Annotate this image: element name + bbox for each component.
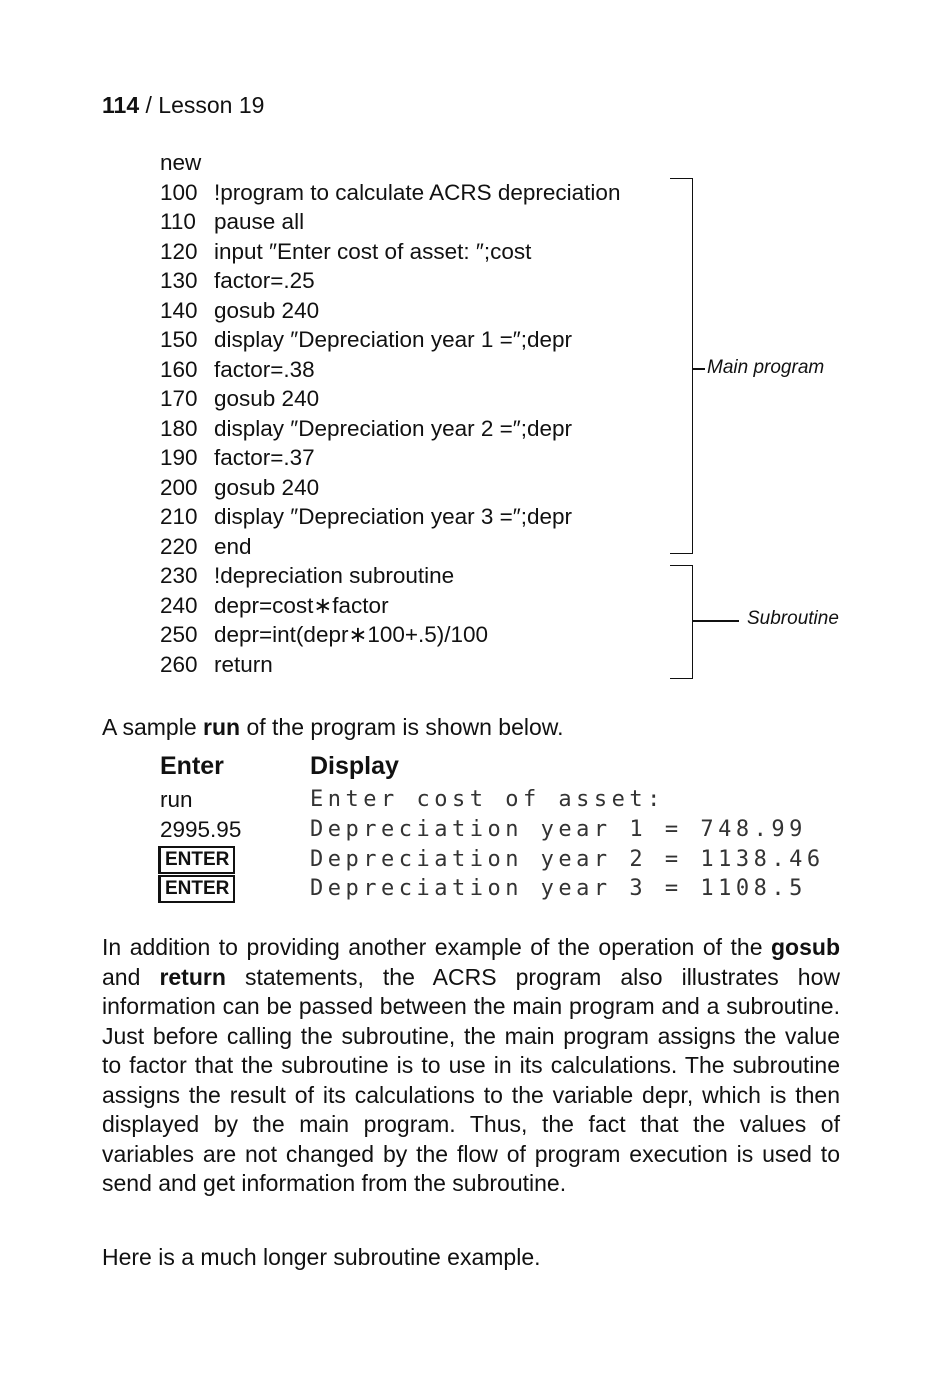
sample-display-output: Depreciation year 3 = 1108.5 <box>310 876 807 901</box>
line-number: 110 <box>160 209 196 234</box>
sample-row <box>0 874 930 904</box>
subroutine-bracket <box>670 565 693 679</box>
sample-row <box>0 785 930 815</box>
main-program-bracket <box>670 178 693 554</box>
paragraph-text: In addition to providing another example of the operation of the <box>102 934 771 960</box>
main-program-label: Main program <box>707 357 825 378</box>
intro-text: of the program is shown below. <box>240 714 564 740</box>
line-number: 100 <box>160 179 198 205</box>
line-number: 190 <box>160 445 198 470</box>
line-text: factor=.38 <box>214 356 315 382</box>
code-line <box>160 296 620 326</box>
program-listing <box>160 148 620 679</box>
line-text: input ″Enter cost of asset: ″;cost <box>214 238 532 264</box>
sample-row <box>0 845 930 875</box>
line-number: 130 <box>160 268 198 293</box>
line-text: gosub 240 <box>214 386 320 411</box>
line-text: !program to calculate ACRS depreciation <box>214 179 621 205</box>
code-line <box>160 443 620 473</box>
code-line <box>160 650 620 680</box>
line-text: depr=int(depr∗100+.5)/100 <box>214 622 489 647</box>
subroutine-label: Subroutine <box>747 608 839 629</box>
keyword-gosub: gosub <box>771 934 840 960</box>
code-line <box>160 325 620 355</box>
line-text: end <box>214 533 252 559</box>
code-line <box>160 561 620 591</box>
code-line <box>160 266 620 296</box>
page-number: 114 <box>102 92 140 118</box>
code-line <box>160 237 620 267</box>
code-line <box>160 473 620 503</box>
subroutine-bracket-tick <box>693 620 739 622</box>
enter-key: ENTER <box>158 875 235 903</box>
sample-input: 2995.95 <box>160 817 242 842</box>
enter-column-header: Enter <box>160 752 224 780</box>
line-text: !depreciation subroutine <box>214 563 455 588</box>
line-text: factor=.37 <box>214 445 315 470</box>
line-number: 260 <box>160 651 198 677</box>
line-number: 200 <box>160 474 198 500</box>
line-number: 230 <box>160 563 198 588</box>
display-column-header: Display <box>310 752 399 780</box>
line-text: factor=.25 <box>214 268 315 293</box>
explanation-paragraph <box>102 933 840 1199</box>
section-title: / Lesson 19 <box>139 92 265 118</box>
line-number: 250 <box>160 622 198 647</box>
line-number: 180 <box>160 415 198 441</box>
code-line <box>160 532 620 562</box>
code-line-new: new <box>160 150 202 175</box>
sample-row <box>0 815 930 845</box>
intro-text: A sample <box>102 714 203 740</box>
line-text: gosub 240 <box>214 297 320 323</box>
code-line <box>160 591 620 621</box>
line-text: return <box>214 651 273 677</box>
keyword-return: return <box>159 963 226 990</box>
line-text: depr=cost∗factor <box>214 592 389 618</box>
paragraph-text: statements, the ACRS program also illustrates how information can be passed between the main program and a subroutine. Just before calling the subroutine, the main program assigns the value to factor that the subroutine is to use in its calculations. The subroutine assigns the result of its calculations to the variable depr, which is then displayed by the main program. Thus, the fact that the values of variables are not changed by the flow of program execution is used to send and get information from the subroutine. <box>102 963 840 1196</box>
code-line <box>160 502 620 532</box>
sample-display-output: Depreciation year 2 = 1138.46 <box>310 847 825 872</box>
line-text: gosub 240 <box>214 474 320 500</box>
code-line <box>160 178 620 208</box>
line-text: display ″Depreciation year 3 =″;depr <box>214 504 573 529</box>
line-number: 150 <box>160 327 198 352</box>
line-number: 120 <box>160 238 198 264</box>
enter-key: ENTER <box>158 846 235 874</box>
code-line <box>160 207 620 237</box>
line-text: display ″Depreciation year 1 =″;depr <box>214 327 573 352</box>
line-number: 240 <box>160 592 198 618</box>
line-number: 140 <box>160 297 198 323</box>
line-number: 160 <box>160 356 198 382</box>
line-text: pause all <box>214 209 305 234</box>
sample-run-intro <box>102 712 564 742</box>
line-number: 210 <box>160 504 198 529</box>
main-program-bracket-tick <box>693 368 705 370</box>
sample-display-output: Depreciation year 1 = 748.99 <box>310 817 807 842</box>
line-text: display ″Depreciation year 2 =″;depr <box>214 415 573 441</box>
line-number: 220 <box>160 533 198 559</box>
paragraph-text: and <box>102 963 160 990</box>
closing-paragraph: Here is a much longer subroutine example. <box>102 1244 541 1270</box>
code-line <box>160 414 620 444</box>
page-header <box>102 90 264 120</box>
code-line <box>160 384 620 414</box>
sample-input: run <box>160 787 193 812</box>
sample-display-output: Enter cost of asset: <box>310 787 665 812</box>
code-line <box>160 620 620 650</box>
intro-keyword-run: run <box>203 714 241 740</box>
code-line <box>160 355 620 385</box>
line-number: 170 <box>160 386 198 411</box>
